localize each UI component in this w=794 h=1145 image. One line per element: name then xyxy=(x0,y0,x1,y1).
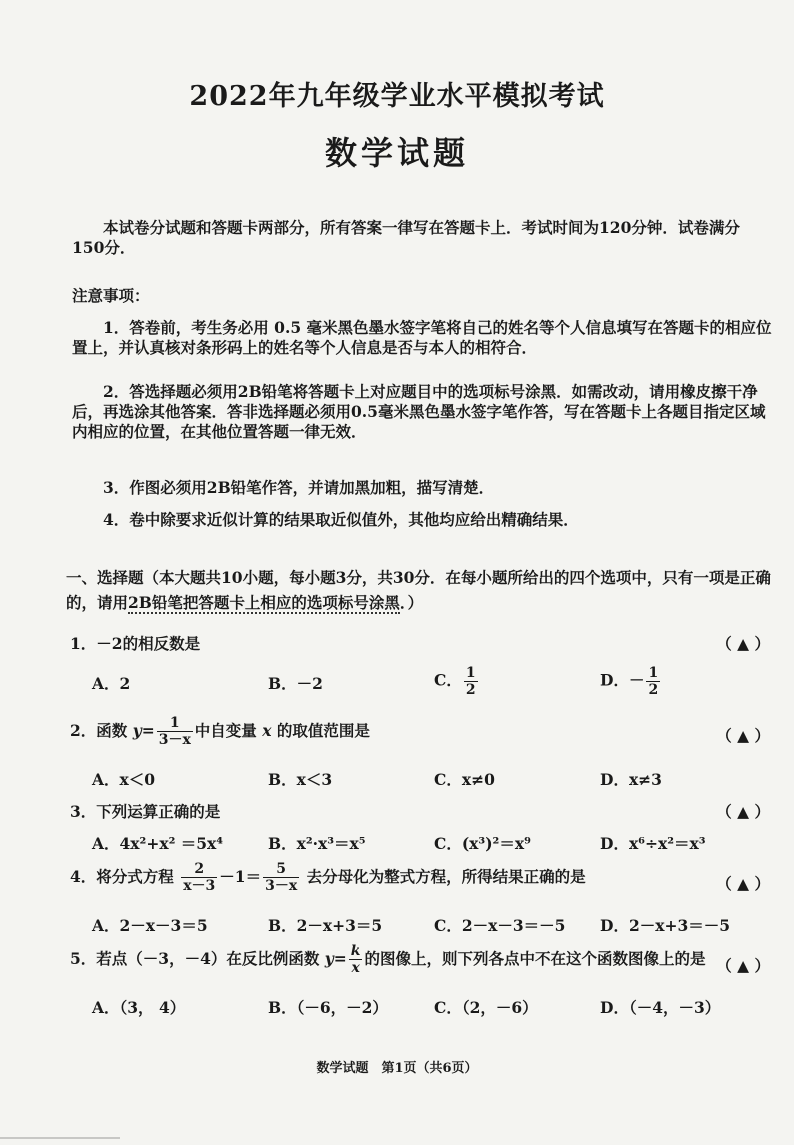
subject-title: 数学试题 xyxy=(324,134,469,172)
option-c: C． $\frac{1}{2}$ xyxy=(434,665,476,698)
option-d: D．（－4，－3） xyxy=(600,998,721,1017)
notes-title: 注意事项： xyxy=(72,286,150,305)
section-1-header xyxy=(66,566,774,616)
question-4 xyxy=(70,862,770,893)
option-c: C．x≠0 xyxy=(434,770,495,789)
question-3 xyxy=(70,800,770,822)
section-1-head-text: 一、选择题（本大题共10小题，每小题3分，共30分．在每小题所给出的四个选项中，只有一项是正确的，请用 xyxy=(66,568,771,612)
question-1 xyxy=(70,632,770,654)
answer-mark: （ ▲ ） xyxy=(716,802,770,821)
question-4-stem: 4．将分式方程 $\frac{2}{x-3}$ －1＝ $\frac{5}{3-x}$ 去分母化为整式方程，所得结果正确的是 xyxy=(70,861,586,894)
question-5 xyxy=(70,944,770,975)
question-2-stem: 2．函数 y= $\frac{1}{3-x}$ 中自变量 x 的取值范围是 xyxy=(70,715,370,748)
option-d: D．2－x+3＝－5 xyxy=(600,916,731,935)
option-c: C．（2，－6） xyxy=(434,998,538,1017)
option-b: B．x²·x³＝x⁵ xyxy=(268,834,366,853)
answer-mark: （ ▲ ） xyxy=(716,874,770,893)
option-d: D．x⁶÷x²＝x³ xyxy=(600,834,706,853)
answer-mark: （ ▲ ） xyxy=(716,634,770,653)
note-4: 4．卷中除要求近似计算的结果取近似值外，其他均应给出精确结果． xyxy=(103,510,579,529)
option-a: A．2－x－3＝5 xyxy=(92,916,208,935)
option-b: B．（－6，－2） xyxy=(268,998,388,1017)
note-2: 2．答选择题必须用2B铅笔将答题卡上对应题目中的选项标号涂黑．如需改动，请用橡皮擦干净后，再选涂其他答案．答非选择题必须用0.5毫米黑色墨水签字笔作答，写在答题卡上各题目指定区域内相应的位置，在其他位置答题一律无效． xyxy=(72,382,766,442)
question-3-stem: 3．下列运算正确的是 xyxy=(70,802,221,821)
page-footer: 数学试题 第1页（共6页） xyxy=(316,1061,478,1076)
option-b: B．x＜3 xyxy=(268,770,333,789)
scan-edge-line xyxy=(0,1137,120,1139)
option-d: D．－ $\frac{1}{2}$ xyxy=(600,665,659,698)
option-a: A．（3， 4） xyxy=(92,998,186,1017)
option-c: C．(x³)²＝x⁹ xyxy=(434,834,531,853)
exam-title: 2022年九年级学业水平模拟考试 xyxy=(189,81,605,112)
question-2 xyxy=(70,716,770,747)
option-c: C．2－x－3＝－5 xyxy=(434,916,566,935)
option-b: B．2－x+3＝5 xyxy=(268,916,383,935)
option-a: A．4x²+x² ＝5x⁴ xyxy=(92,834,224,853)
option-a: A．2 xyxy=(92,674,131,693)
option-b: B．－2 xyxy=(268,674,323,693)
intro-paragraph: 本试卷分试题和答题卡两部分，所有答案一律写在答题卡上．考试时间为120分钟．试卷满分150分． xyxy=(72,218,740,258)
answer-mark: （ ▲ ） xyxy=(716,956,770,975)
note-1: 1．答卷前，考生务必用 0.5 毫米黑色墨水签字笔将自己的姓名等个人信息填写在答题卡的相应位置上，并认真核对条形码上的姓名等个人信息是否与本人的相符合． xyxy=(72,318,772,358)
section-1-head-emphasis: 2B铅笔把答题卡上相应的选项标号涂黑 xyxy=(128,592,400,612)
question-5-stem: 5．若点（－3，－4）在反比例函数 y= $\frac{k}{x}$ 的图像上，则下列各点中不在这个函数图像上的是 xyxy=(70,943,706,976)
answer-mark: （ ▲ ） xyxy=(716,726,770,745)
question-1-stem: 1．－2的相反数是 xyxy=(70,634,201,653)
section-1-head-end: ．） xyxy=(399,592,424,612)
note-3: 3．作图必须用2B铅笔作答，并请加黑加粗，描写清楚． xyxy=(103,478,495,497)
option-a: A．x＜0 xyxy=(92,770,156,789)
option-d: D．x≠3 xyxy=(600,770,662,789)
